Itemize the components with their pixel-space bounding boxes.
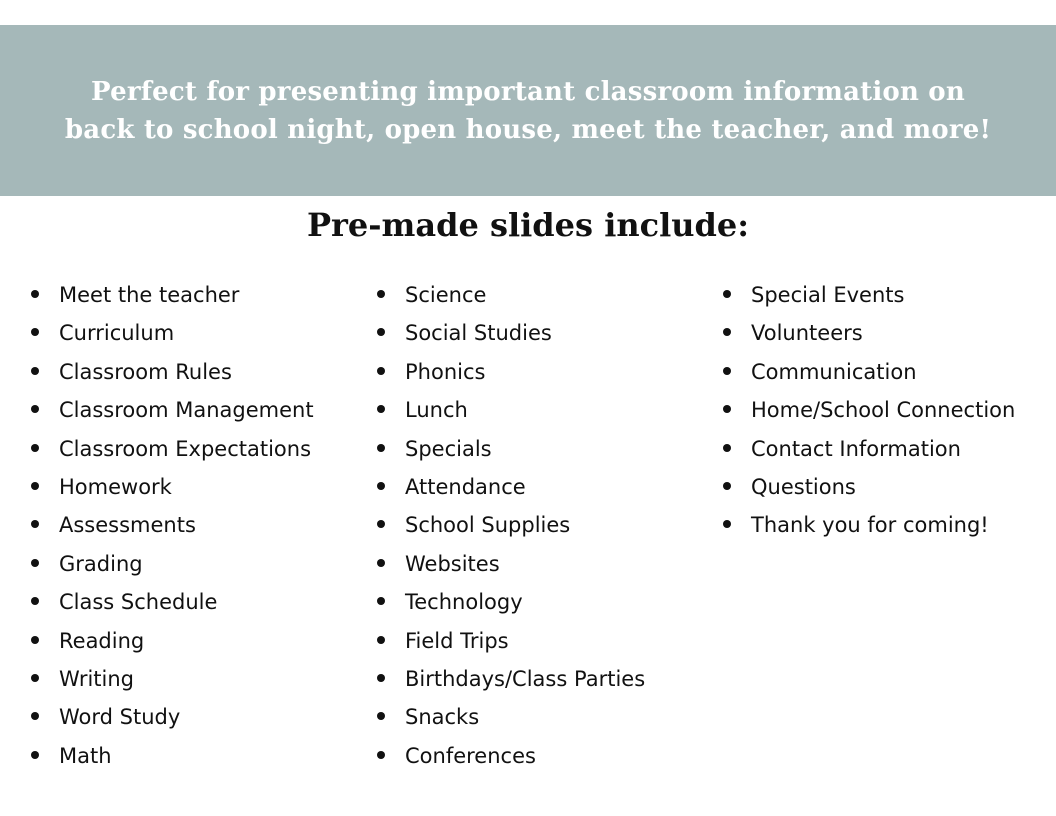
bullet-icon xyxy=(31,674,39,682)
bullet-icon xyxy=(31,520,39,528)
list-item xyxy=(28,276,314,314)
list-item-label: Writing xyxy=(59,666,134,691)
list-item xyxy=(28,468,314,506)
list-item-label: Birthdays/Class Parties xyxy=(405,666,646,691)
list-item xyxy=(374,430,645,468)
list-item-label: Reading xyxy=(59,628,145,653)
list-item xyxy=(28,737,314,775)
bullet-icon xyxy=(31,405,39,413)
list-item xyxy=(374,660,645,698)
bullet-icon xyxy=(723,405,731,413)
bullet-icon xyxy=(723,328,731,336)
list-item-label: Conferences xyxy=(405,743,536,768)
list-item xyxy=(374,622,645,660)
bullet-icon xyxy=(377,444,385,452)
list-item-label: Snacks xyxy=(405,705,480,730)
list-item xyxy=(28,545,314,583)
list-item xyxy=(374,353,645,391)
list-item-label: Attendance xyxy=(405,474,526,499)
list-item xyxy=(374,276,645,314)
banner-text xyxy=(45,73,1011,149)
list-item-label: Technology xyxy=(405,590,523,615)
banner-line-1: Perfect for presenting important classroom information on xyxy=(91,76,965,107)
bullet-icon xyxy=(723,367,731,375)
bullet-icon xyxy=(377,751,385,759)
bullet-icon xyxy=(31,559,39,567)
list-item-label: Websites xyxy=(405,551,500,576)
list-item-label: Classroom Expectations xyxy=(59,436,312,461)
list-item xyxy=(28,622,314,660)
section-heading: Pre-made slides include: xyxy=(306,206,750,244)
list-item-label: Special Events xyxy=(751,283,905,307)
list-item-label: Meet the teacher xyxy=(59,283,240,307)
bullet-icon xyxy=(31,444,39,452)
list-item-label: Thank you for coming! xyxy=(751,513,989,538)
list-item-label: Phonics xyxy=(405,359,486,384)
list-item xyxy=(374,545,645,583)
bullet-icon xyxy=(31,712,39,720)
slide-list-column-2 xyxy=(374,276,645,775)
list-item xyxy=(28,314,314,352)
bullet-icon xyxy=(31,597,39,605)
list-item xyxy=(720,391,1015,429)
list-item-label: Volunteers xyxy=(751,321,863,346)
bullet-icon xyxy=(377,328,385,336)
list-item-label: Field Trips xyxy=(405,628,509,653)
list-item-label: Class Schedule xyxy=(59,590,218,615)
list-item-label: Assessments xyxy=(59,513,196,538)
list-item xyxy=(374,391,645,429)
bullet-icon xyxy=(377,636,385,644)
list-item-label: Lunch xyxy=(405,398,468,423)
slide-list-column-1 xyxy=(28,276,314,775)
bullet-icon xyxy=(377,520,385,528)
list-item-label: Word Study xyxy=(59,705,181,730)
bullet-icon xyxy=(31,367,39,375)
bullet-icon xyxy=(31,636,39,644)
bullet-icon xyxy=(723,444,731,452)
bullet-icon xyxy=(377,597,385,605)
list-item-label: Math xyxy=(59,743,112,768)
bullet-icon xyxy=(377,405,385,413)
list-item-label: Contact Information xyxy=(751,436,961,461)
bullet-icon xyxy=(31,751,39,759)
bullet-icon xyxy=(377,559,385,567)
banner-line-2: back to school night, open house, meet the teacher, and more! xyxy=(64,114,992,145)
list-item xyxy=(720,468,1015,506)
list-item xyxy=(720,276,1015,314)
list-item-label: Specials xyxy=(405,436,492,461)
list-item-label: Curriculum xyxy=(59,321,175,346)
list-item-label: Classroom Management xyxy=(59,398,314,423)
bullet-icon xyxy=(31,328,39,336)
list-item xyxy=(28,391,314,429)
bullet-icon xyxy=(723,520,731,528)
list-item xyxy=(374,737,645,775)
bullet-icon xyxy=(31,482,39,490)
list-item-label: Grading xyxy=(59,551,143,576)
list-item-label: Science xyxy=(405,283,487,307)
list-item-label: Home/School Connection xyxy=(751,398,1016,423)
list-item-label: Classroom Rules xyxy=(59,359,232,384)
list-item xyxy=(374,506,645,544)
list-item-label: Social Studies xyxy=(405,321,552,346)
bullet-icon xyxy=(723,482,731,490)
list-item-label: Homework xyxy=(59,474,172,499)
list-item xyxy=(720,314,1015,352)
list-item xyxy=(374,468,645,506)
bullet-icon xyxy=(31,290,39,298)
list-item-label: Questions xyxy=(751,474,856,499)
bullet-icon xyxy=(723,290,731,298)
list-item xyxy=(28,353,314,391)
list-item xyxy=(28,660,314,698)
list-item xyxy=(720,506,1015,544)
banner xyxy=(0,25,1056,196)
list-item xyxy=(374,314,645,352)
list-item xyxy=(720,353,1015,391)
list-item xyxy=(28,506,314,544)
list-item xyxy=(374,583,645,621)
list-item xyxy=(28,698,314,736)
bullet-icon xyxy=(377,290,385,298)
slide-list-column-3 xyxy=(720,276,1015,545)
list-item-label: Communication xyxy=(751,359,917,384)
bullet-icon xyxy=(377,367,385,375)
list-item xyxy=(720,430,1015,468)
list-item-label: School Supplies xyxy=(405,513,571,538)
bullet-icon xyxy=(377,712,385,720)
bullet-icon xyxy=(377,482,385,490)
bullet-icon xyxy=(377,674,385,682)
list-item xyxy=(374,698,645,736)
list-item xyxy=(28,583,314,621)
list-item xyxy=(28,430,314,468)
